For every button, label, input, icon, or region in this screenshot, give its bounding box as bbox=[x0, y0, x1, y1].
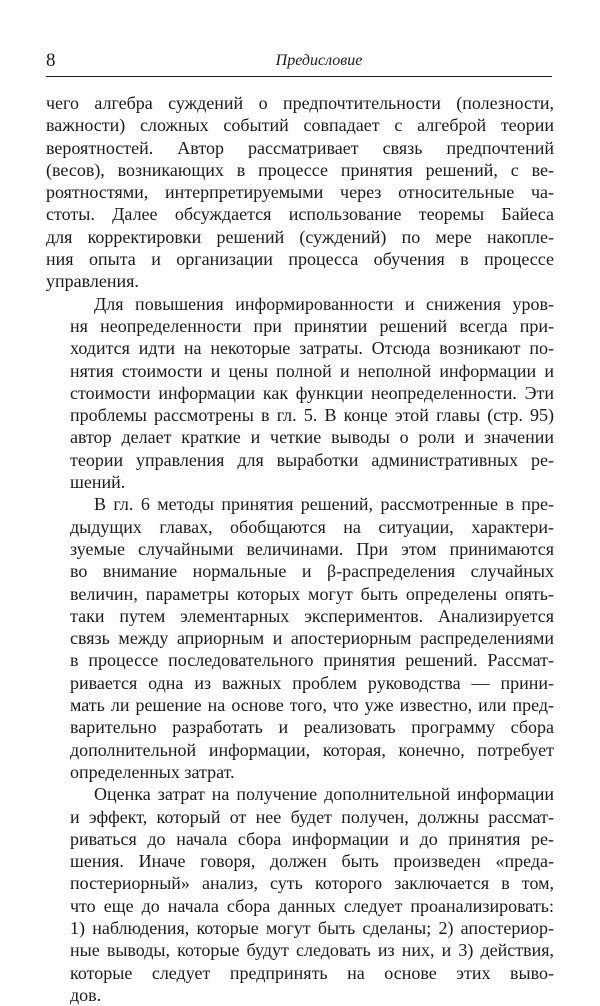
text-line: риваться до начала сбора информации и до принятия ре- bbox=[70, 828, 554, 849]
text-line: и эффект, который от нее будет получен, должны рассмат- bbox=[70, 806, 554, 827]
text-line: шений. bbox=[70, 472, 126, 493]
text-line: что еще до начала сбора данных следует проанализировать: bbox=[70, 895, 554, 916]
paragraph-2 bbox=[46, 293, 554, 494]
text-line: во внимание нормальные и β-распределения случайных bbox=[70, 561, 554, 582]
text-line: управления. bbox=[46, 271, 139, 292]
text-line: которые следует предпринять на основе этих выво- bbox=[70, 962, 554, 983]
body-text bbox=[46, 92, 554, 1006]
text-line: В гл. 6 методы принятия решений, рассмотренные в пре- bbox=[94, 494, 554, 515]
text-line: мать ли решение на основе того, что уже известно, или пред- bbox=[70, 695, 554, 716]
text-line: в процессе последовательного принятия решений. Рассмат- bbox=[70, 650, 554, 671]
paragraph-1 bbox=[46, 92, 554, 293]
text-line: проблемы рассмотрены в гл. 5. В конце этой главы (стр. 95) bbox=[70, 405, 554, 426]
text-line: ривается одна из важных проблем руководства — прини- bbox=[70, 672, 554, 693]
text-line: стоты. Далее обсуждается использование теоремы Байеса bbox=[46, 204, 554, 225]
text-line: важности) сложных событий совпадает с алгеброй теории bbox=[46, 115, 554, 136]
text-line: чего алгебра суждений о предпочтительности (полезности, bbox=[46, 93, 554, 113]
text-line: дыдущих главах, обобщаются на ситуации, характери- bbox=[70, 516, 554, 537]
text-line: для корректировки решений (суждений) по мере накопле- bbox=[46, 226, 554, 247]
text-line: ные выводы, которые будут следовать из них, и 3) действия, bbox=[70, 940, 554, 961]
text-line: 1) наблюдения, которые могут быть сделаны; 2) апостериор- bbox=[70, 917, 554, 938]
text-line: ня неопределенности при принятии решений всегда при- bbox=[70, 315, 554, 336]
text-line: зуемые случайными величинами. При этом принимаются bbox=[70, 538, 554, 559]
text-line: стоимости информации как функции неопределенности. Эти bbox=[70, 382, 554, 403]
text-line: Оценка затрат на получение дополнительной информации bbox=[94, 784, 554, 805]
text-line: ходится идти на некоторые затраты. Отсюда возникают по- bbox=[70, 338, 554, 359]
text-line: ния опыта и организации процесса обучения в процессе bbox=[46, 249, 554, 270]
page-number: 8 bbox=[46, 50, 56, 71]
running-title: Предисловие bbox=[275, 52, 363, 69]
text-line: варительно разработать и реализовать программу сбора bbox=[70, 717, 554, 738]
text-line: теории управления для выработки административных ре- bbox=[70, 449, 554, 470]
text-line: дов. bbox=[70, 984, 102, 1005]
text-line: нятия стоимости и цены полной и неполной информации и bbox=[70, 360, 554, 381]
text-line: (весов), возникающих в процессе принятия решений, с ве- bbox=[46, 159, 554, 180]
text-line: шения. Иначе говоря, должен быть произведен «преда- bbox=[70, 851, 554, 872]
text-line: Для повышения информированности и снижения уров- bbox=[94, 293, 554, 314]
paragraph-3 bbox=[46, 493, 554, 783]
text-line: дополнительной информации, которая, конечно, потребует bbox=[70, 739, 554, 760]
text-line: определенных затрат. bbox=[70, 761, 235, 782]
text-line: величин, параметры которых могут быть определены опять- bbox=[70, 583, 554, 604]
text-line: роятностями, интерпретируемыми через относительные ча- bbox=[46, 182, 554, 203]
running-header bbox=[46, 50, 552, 77]
text-line: связь между априорным и апостериорным распределениями bbox=[70, 628, 554, 649]
text-line: вероятностей. Автор рассматривает связь предпочтений bbox=[46, 137, 554, 158]
text-line: постериорный» анализ, суть которого заключается в том, bbox=[70, 873, 554, 894]
text-line: автор делает краткие и четкие выводы о роли и значении bbox=[70, 427, 554, 448]
paragraph-4 bbox=[46, 783, 554, 1006]
text-line: таки путем элементарных экспериментов. Анализируется bbox=[70, 605, 554, 626]
